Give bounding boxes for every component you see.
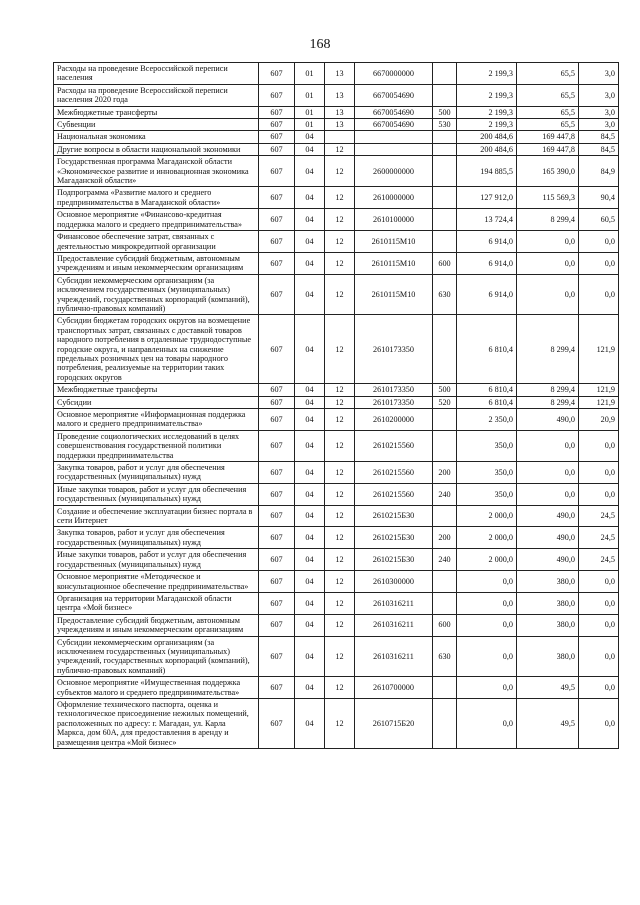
execution-percent: 0,0 xyxy=(579,614,619,636)
plan-amount: 0,0 xyxy=(457,677,517,699)
budget-table xyxy=(53,62,619,749)
execution-percent: 3,0 xyxy=(579,106,619,118)
plan-amount: 350,0 xyxy=(457,462,517,484)
actual-amount: 49,5 xyxy=(517,677,579,699)
row-name: Субсидии некоммерческим организациям (за исключением государственных (муниципальных) учреждений, государственных корпораций (компаний), публично-правовых компаний) xyxy=(54,636,259,677)
row-name: Основное мероприятие «Методическое и консультационное обеспечение предпринимательства» xyxy=(54,571,259,593)
row-name: Предоставление субсидий бюджетным, автономным учреждениям и иным некоммерческим организациям xyxy=(54,614,259,636)
target-article: 2610173350 xyxy=(355,396,433,408)
target-article: 2610215Б30 xyxy=(355,527,433,549)
expense-type: 600 xyxy=(433,252,457,274)
table-row xyxy=(54,274,619,315)
target-article xyxy=(355,131,433,143)
table-row xyxy=(54,483,619,505)
table-row xyxy=(54,209,619,231)
row-name: Иные закупки товаров, работ и услуг для обеспечения государственных (муниципальных) нужд xyxy=(54,483,259,505)
expense-type: 240 xyxy=(433,483,457,505)
target-article: 6670054690 xyxy=(355,119,433,131)
target-article: 2610115М10 xyxy=(355,274,433,315)
subsection-code: 12 xyxy=(325,430,355,461)
ministry-code: 607 xyxy=(259,187,295,209)
section-code: 04 xyxy=(295,483,325,505)
ministry-code: 607 xyxy=(259,209,295,231)
subsection-code: 13 xyxy=(325,84,355,106)
actual-amount: 8 299,4 xyxy=(517,209,579,231)
target-article: 2610316211 xyxy=(355,614,433,636)
target-article: 2610173350 xyxy=(355,384,433,396)
ministry-code: 607 xyxy=(259,315,295,384)
actual-amount: 490,0 xyxy=(517,505,579,527)
actual-amount: 8 299,4 xyxy=(517,315,579,384)
actual-amount: 380,0 xyxy=(517,571,579,593)
subsection-code: 12 xyxy=(325,636,355,677)
row-name: Предоставление субсидий бюджетным, автономным учреждениям и иным некоммерческим организациям xyxy=(54,252,259,274)
table-row xyxy=(54,527,619,549)
subsection-code: 12 xyxy=(325,252,355,274)
execution-percent: 90,4 xyxy=(579,187,619,209)
target-article: 2610215Б30 xyxy=(355,549,433,571)
row-name: Организация на территории Магаданской области центра «Мой бизнес» xyxy=(54,592,259,614)
table-row xyxy=(54,614,619,636)
subsection-code: 12 xyxy=(325,315,355,384)
target-article: 6670000000 xyxy=(355,63,433,85)
row-name: Субсидии некоммерческим организациям (за исключением государственных (муниципальных) учреждений, государственных корпораций (компаний), публично-правовых компаний) xyxy=(54,274,259,315)
row-name: Основное мероприятие «Информационная поддержка малого и среднего предпринимательства» xyxy=(54,409,259,431)
actual-amount: 8 299,4 xyxy=(517,396,579,408)
subsection-code: 12 xyxy=(325,592,355,614)
ministry-code: 607 xyxy=(259,119,295,131)
subsection-code: 12 xyxy=(325,384,355,396)
execution-percent: 0,0 xyxy=(579,231,619,253)
plan-amount: 200 484,6 xyxy=(457,143,517,155)
execution-percent: 84,5 xyxy=(579,143,619,155)
execution-percent: 121,9 xyxy=(579,396,619,408)
actual-amount: 115 569,3 xyxy=(517,187,579,209)
subsection-code: 12 xyxy=(325,527,355,549)
section-code: 04 xyxy=(295,549,325,571)
actual-amount: 0,0 xyxy=(517,274,579,315)
actual-amount: 65,5 xyxy=(517,84,579,106)
subsection-code: 12 xyxy=(325,483,355,505)
execution-percent: 0,0 xyxy=(579,677,619,699)
ministry-code: 607 xyxy=(259,274,295,315)
ministry-code: 607 xyxy=(259,131,295,143)
section-code: 04 xyxy=(295,209,325,231)
table-row xyxy=(54,63,619,85)
table-row xyxy=(54,106,619,118)
expense-type xyxy=(433,571,457,593)
row-name: Закупка товаров, работ и услуг для обеспечения государственных (муниципальных) нужд xyxy=(54,462,259,484)
plan-amount: 6 914,0 xyxy=(457,274,517,315)
plan-amount: 0,0 xyxy=(457,698,517,748)
execution-percent: 0,0 xyxy=(579,483,619,505)
row-name: Подпрограмма «Развитие малого и среднего предпринимательства в Магаданской области» xyxy=(54,187,259,209)
section-code: 04 xyxy=(295,592,325,614)
execution-percent: 84,5 xyxy=(579,131,619,143)
plan-amount: 13 724,4 xyxy=(457,209,517,231)
expense-type xyxy=(433,209,457,231)
target-article: 2610100000 xyxy=(355,209,433,231)
ministry-code: 607 xyxy=(259,252,295,274)
actual-amount: 0,0 xyxy=(517,231,579,253)
subsection-code: 12 xyxy=(325,409,355,431)
ministry-code: 607 xyxy=(259,677,295,699)
expense-type: 500 xyxy=(433,106,457,118)
section-code: 04 xyxy=(295,698,325,748)
table-row xyxy=(54,396,619,408)
plan-amount: 6 810,4 xyxy=(457,384,517,396)
row-name: Расходы на проведение Всероссийской переписи населения xyxy=(54,63,259,85)
section-code: 04 xyxy=(295,315,325,384)
expense-type xyxy=(433,187,457,209)
expense-type: 530 xyxy=(433,119,457,131)
row-name: Оформление технического паспорта, оценка и технологическое присоединение нежилых помещений, расположенных по адресу: г. Магадан, ул. Карла Маркса, дом 60А, для предоставления в аренду и размещения центра «Мой бизнес» xyxy=(54,698,259,748)
subsection-code: 12 xyxy=(325,677,355,699)
execution-percent: 3,0 xyxy=(579,119,619,131)
ministry-code: 607 xyxy=(259,143,295,155)
ministry-code: 607 xyxy=(259,505,295,527)
expense-type: 630 xyxy=(433,274,457,315)
table-row xyxy=(54,156,619,187)
actual-amount: 8 299,4 xyxy=(517,384,579,396)
section-code: 04 xyxy=(295,187,325,209)
plan-amount: 0,0 xyxy=(457,614,517,636)
table-row xyxy=(54,131,619,143)
ministry-code: 607 xyxy=(259,527,295,549)
table-row xyxy=(54,231,619,253)
plan-amount: 200 484,6 xyxy=(457,131,517,143)
target-article: 2610200000 xyxy=(355,409,433,431)
subsection-code: 12 xyxy=(325,571,355,593)
row-name: Основное мероприятие «Имущественная поддержка субъектов малого и среднего предпринимательства» xyxy=(54,677,259,699)
target-article: 2610300000 xyxy=(355,571,433,593)
actual-amount: 0,0 xyxy=(517,462,579,484)
target-article: 2610215560 xyxy=(355,430,433,461)
expense-type: 520 xyxy=(433,396,457,408)
execution-percent: 3,0 xyxy=(579,84,619,106)
expense-type xyxy=(433,315,457,384)
execution-percent: 0,0 xyxy=(579,274,619,315)
section-code: 04 xyxy=(295,131,325,143)
row-name: Государственная программа Магаданской области «Экономическое развитие и инновационная экономика Магаданской области» xyxy=(54,156,259,187)
expense-type xyxy=(433,677,457,699)
expense-type xyxy=(433,409,457,431)
subsection-code: 13 xyxy=(325,119,355,131)
table-row xyxy=(54,409,619,431)
ministry-code: 607 xyxy=(259,63,295,85)
subsection-code: 12 xyxy=(325,143,355,155)
table-row xyxy=(54,315,619,384)
ministry-code: 607 xyxy=(259,571,295,593)
expense-type xyxy=(433,430,457,461)
section-code: 01 xyxy=(295,119,325,131)
target-article: 6670054690 xyxy=(355,106,433,118)
section-code: 04 xyxy=(295,231,325,253)
table-row xyxy=(54,84,619,106)
target-article: 2610115М10 xyxy=(355,252,433,274)
table-row xyxy=(54,677,619,699)
ministry-code: 607 xyxy=(259,592,295,614)
execution-percent: 84,9 xyxy=(579,156,619,187)
row-name: Финансовое обеспечение затрат, связанных с деятельностью микрокредитной организации xyxy=(54,231,259,253)
expense-type: 200 xyxy=(433,462,457,484)
execution-percent: 121,9 xyxy=(579,384,619,396)
expense-type: 630 xyxy=(433,636,457,677)
execution-percent: 20,9 xyxy=(579,409,619,431)
plan-amount: 0,0 xyxy=(457,571,517,593)
table-row xyxy=(54,698,619,748)
subsection-code: 12 xyxy=(325,698,355,748)
target-article: 2610115М10 xyxy=(355,231,433,253)
actual-amount: 490,0 xyxy=(517,409,579,431)
row-name: Создание и обеспечение эксплуатации бизнес портала в сети Интернет xyxy=(54,505,259,527)
execution-percent: 24,5 xyxy=(579,527,619,549)
plan-amount: 350,0 xyxy=(457,430,517,461)
target-article: 2610215Б30 xyxy=(355,505,433,527)
expense-type xyxy=(433,231,457,253)
ministry-code: 607 xyxy=(259,231,295,253)
execution-percent: 0,0 xyxy=(579,252,619,274)
target-article xyxy=(355,143,433,155)
plan-amount: 0,0 xyxy=(457,636,517,677)
table-row xyxy=(54,571,619,593)
table-body xyxy=(54,63,619,749)
section-code: 01 xyxy=(295,63,325,85)
actual-amount: 380,0 xyxy=(517,592,579,614)
subsection-code: 12 xyxy=(325,549,355,571)
actual-amount: 0,0 xyxy=(517,252,579,274)
plan-amount: 2 199,3 xyxy=(457,106,517,118)
expense-type xyxy=(433,63,457,85)
plan-amount: 2 199,3 xyxy=(457,84,517,106)
plan-amount: 2 000,0 xyxy=(457,527,517,549)
subsection-code: 13 xyxy=(325,106,355,118)
ministry-code: 607 xyxy=(259,430,295,461)
subsection-code xyxy=(325,131,355,143)
expense-type: 240 xyxy=(433,549,457,571)
subsection-code: 13 xyxy=(325,63,355,85)
section-code: 01 xyxy=(295,106,325,118)
row-name: Основное мероприятие «Финансово-кредитная поддержка малого и среднего предпринимательства» xyxy=(54,209,259,231)
section-code: 04 xyxy=(295,505,325,527)
row-name: Иные закупки товаров, работ и услуг для обеспечения государственных (муниципальных) нужд xyxy=(54,549,259,571)
ministry-code: 607 xyxy=(259,84,295,106)
actual-amount: 169 447,8 xyxy=(517,143,579,155)
target-article: 2610173350 xyxy=(355,315,433,384)
table-row xyxy=(54,119,619,131)
table-row xyxy=(54,384,619,396)
table-row xyxy=(54,549,619,571)
ministry-code: 607 xyxy=(259,636,295,677)
ministry-code: 607 xyxy=(259,549,295,571)
ministry-code: 607 xyxy=(259,384,295,396)
actual-amount: 65,5 xyxy=(517,106,579,118)
subsection-code: 12 xyxy=(325,462,355,484)
section-code: 04 xyxy=(295,636,325,677)
actual-amount: 169 447,8 xyxy=(517,131,579,143)
actual-amount: 380,0 xyxy=(517,614,579,636)
row-name: Закупка товаров, работ и услуг для обеспечения государственных (муниципальных) нужд xyxy=(54,527,259,549)
page-number: 168 xyxy=(309,37,331,52)
execution-percent: 121,9 xyxy=(579,315,619,384)
table-row xyxy=(54,143,619,155)
actual-amount: 490,0 xyxy=(517,549,579,571)
ministry-code: 607 xyxy=(259,156,295,187)
actual-amount: 65,5 xyxy=(517,119,579,131)
execution-percent: 0,0 xyxy=(579,571,619,593)
ministry-code: 607 xyxy=(259,396,295,408)
target-article: 2610715Б20 xyxy=(355,698,433,748)
section-code: 04 xyxy=(295,409,325,431)
plan-amount: 6 914,0 xyxy=(457,252,517,274)
table-row xyxy=(54,592,619,614)
plan-amount: 2 000,0 xyxy=(457,549,517,571)
subsection-code: 12 xyxy=(325,505,355,527)
execution-percent: 3,0 xyxy=(579,63,619,85)
section-code: 04 xyxy=(295,274,325,315)
actual-amount: 490,0 xyxy=(517,527,579,549)
section-code: 04 xyxy=(295,571,325,593)
expense-type xyxy=(433,143,457,155)
row-name: Межбюджетные трансферты xyxy=(54,384,259,396)
target-article: 6670054690 xyxy=(355,84,433,106)
target-article: 2610700000 xyxy=(355,677,433,699)
plan-amount: 0,0 xyxy=(457,592,517,614)
actual-amount: 380,0 xyxy=(517,636,579,677)
table-row xyxy=(54,187,619,209)
subsection-code: 12 xyxy=(325,187,355,209)
row-name: Межбюджетные трансферты xyxy=(54,106,259,118)
plan-amount: 6 810,4 xyxy=(457,315,517,384)
ministry-code: 607 xyxy=(259,483,295,505)
section-code: 04 xyxy=(295,396,325,408)
expense-type xyxy=(433,84,457,106)
target-article: 2610215560 xyxy=(355,483,433,505)
execution-percent: 24,5 xyxy=(579,549,619,571)
subsection-code: 12 xyxy=(325,231,355,253)
section-code: 04 xyxy=(295,143,325,155)
subsection-code: 12 xyxy=(325,274,355,315)
target-article: 2610316211 xyxy=(355,636,433,677)
subsection-code: 12 xyxy=(325,156,355,187)
subsection-code: 12 xyxy=(325,209,355,231)
ministry-code: 607 xyxy=(259,462,295,484)
plan-amount: 194 885,5 xyxy=(457,156,517,187)
plan-amount: 6 914,0 xyxy=(457,231,517,253)
section-code: 04 xyxy=(295,462,325,484)
table-row xyxy=(54,430,619,461)
expense-type xyxy=(433,698,457,748)
section-code: 04 xyxy=(295,430,325,461)
execution-percent: 60,5 xyxy=(579,209,619,231)
execution-percent: 24,5 xyxy=(579,505,619,527)
ministry-code: 607 xyxy=(259,698,295,748)
ministry-code: 607 xyxy=(259,409,295,431)
expense-type xyxy=(433,505,457,527)
table-row xyxy=(54,505,619,527)
target-article: 2610000000 xyxy=(355,187,433,209)
expense-type xyxy=(433,592,457,614)
plan-amount: 6 810,4 xyxy=(457,396,517,408)
plan-amount: 2 199,3 xyxy=(457,119,517,131)
actual-amount: 0,0 xyxy=(517,483,579,505)
execution-percent: 0,0 xyxy=(579,636,619,677)
row-name: Субвенции xyxy=(54,119,259,131)
ministry-code: 607 xyxy=(259,106,295,118)
section-code: 04 xyxy=(295,156,325,187)
execution-percent: 0,0 xyxy=(579,430,619,461)
section-code: 04 xyxy=(295,384,325,396)
execution-percent: 0,0 xyxy=(579,462,619,484)
section-code: 01 xyxy=(295,84,325,106)
section-code: 04 xyxy=(295,527,325,549)
plan-amount: 2 350,0 xyxy=(457,409,517,431)
actual-amount: 0,0 xyxy=(517,430,579,461)
row-name: Субсидии xyxy=(54,396,259,408)
section-code: 04 xyxy=(295,614,325,636)
plan-amount: 2 199,3 xyxy=(457,63,517,85)
execution-percent: 0,0 xyxy=(579,592,619,614)
expense-type xyxy=(433,156,457,187)
expense-type: 500 xyxy=(433,384,457,396)
row-name: Национальная экономика xyxy=(54,131,259,143)
row-name: Другие вопросы в области национальной экономики xyxy=(54,143,259,155)
expense-type xyxy=(433,131,457,143)
row-name: Расходы на проведение Всероссийской переписи населения 2020 года xyxy=(54,84,259,106)
table-row xyxy=(54,252,619,274)
expense-type: 600 xyxy=(433,614,457,636)
plan-amount: 127 912,0 xyxy=(457,187,517,209)
row-name: Проведение социологических исследований в целях совершенствования государственной политики поддержки предпринимательства xyxy=(54,430,259,461)
table-row xyxy=(54,462,619,484)
target-article: 2610215560 xyxy=(355,462,433,484)
plan-amount: 350,0 xyxy=(457,483,517,505)
actual-amount: 165 390,0 xyxy=(517,156,579,187)
section-code: 04 xyxy=(295,677,325,699)
subsection-code: 12 xyxy=(325,396,355,408)
ministry-code: 607 xyxy=(259,614,295,636)
row-name: Субсидии бюджетам городских округов на возмещение транспортных затрат, связанных с доставкой товаров народного потребления в отдаленные труднодоступные городские округа, и направленных на снижение предельных розничных цен на товары народного потребления, реализуемые на территории таких городских округов xyxy=(54,315,259,384)
section-code: 04 xyxy=(295,252,325,274)
actual-amount: 65,5 xyxy=(517,63,579,85)
subsection-code: 12 xyxy=(325,614,355,636)
table-row xyxy=(54,636,619,677)
target-article: 2610316211 xyxy=(355,592,433,614)
target-article: 2600000000 xyxy=(355,156,433,187)
actual-amount: 49,5 xyxy=(517,698,579,748)
plan-amount: 2 000,0 xyxy=(457,505,517,527)
execution-percent: 0,0 xyxy=(579,698,619,748)
expense-type: 200 xyxy=(433,527,457,549)
